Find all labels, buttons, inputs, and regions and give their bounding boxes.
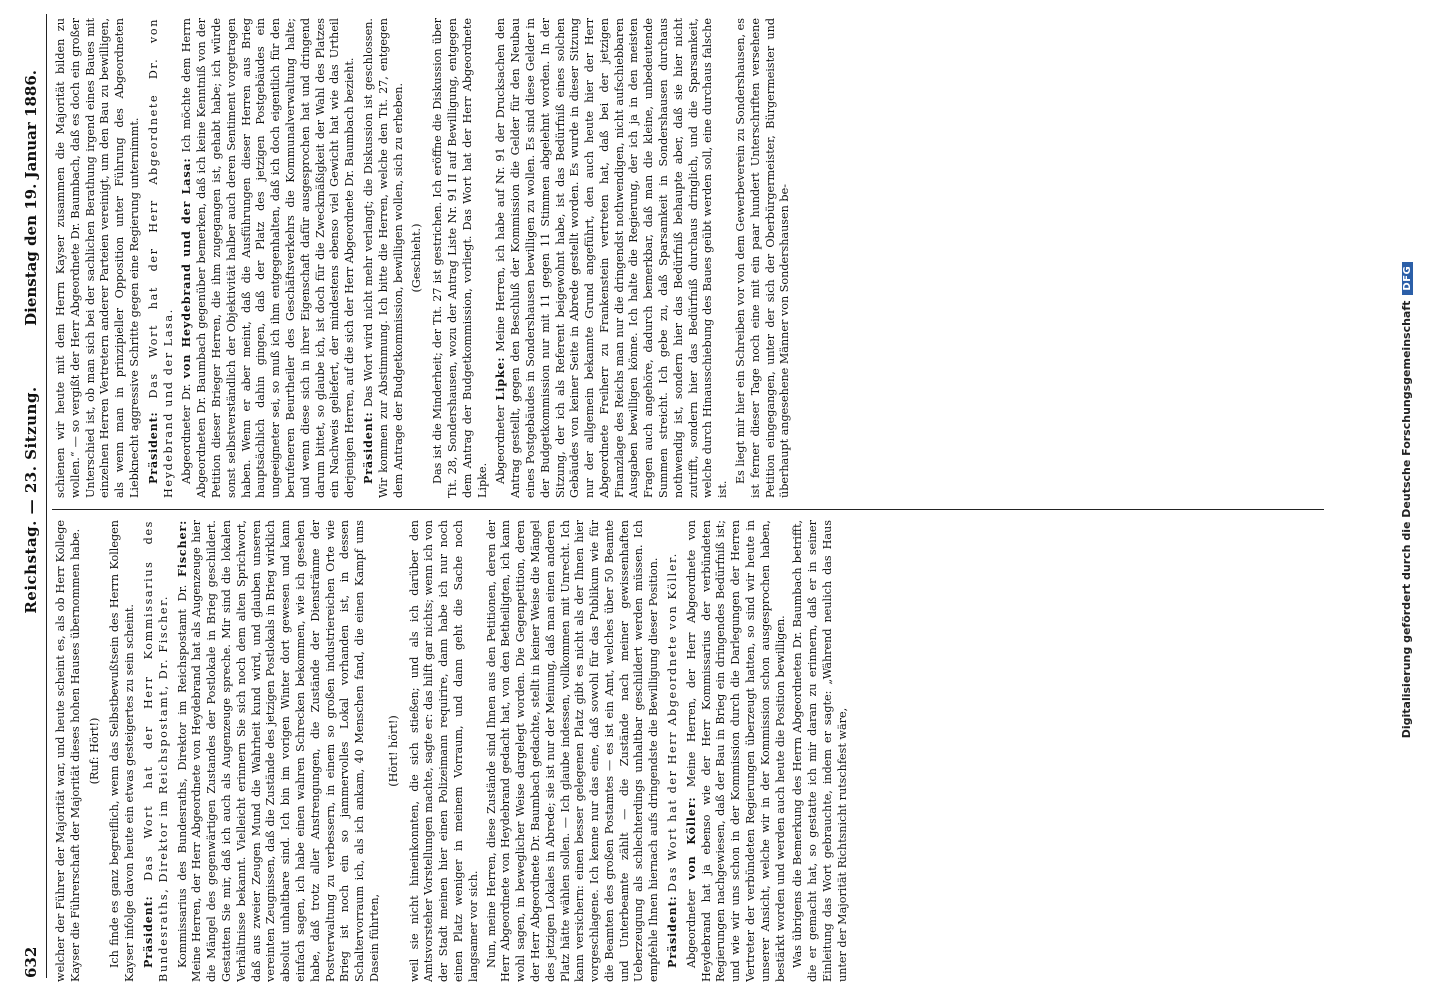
right-column [54,18,1322,498]
speech-text: Ich möchte dem Herrn Abgeordneten Dr. Baumbach gegenüber bemerken, daß ich keine Kenntniß von der Petition dieser Brieger Herren, die ihm zugegangen ist, gehabt habe; ich würde sonst selbstverständlich der Objektivität halber auch deren Sentiment vorgetragen haben. Wenn er aber meint, daß die Ausführungen dieser Herren aus Brieg hauptsächlich dahin gingen, daß der Platz des jetzigen Postgebäudes ein ungeeigneter sei, so muß ich ihm entgegenhalten, daß ich doch eigentlich für den berufeneren Beurtheiler des Geschäftsverkehrs die Kommunalverwaltung halte; und wenn diese sich in ihrer Eigenschaft dafür ausgesprochen hat und dringend darum bittet, so glaube ich, ist doch für die Zweckmäßigkeit der Wahl des Platzes ein Nachweis geliefert, der mindestens ebenso viel Gewicht hat wie das Urtheil derjenigen Herren, auf die sich der Herr Abgeordnete Dr. Baumbach bezieht. [180,18,357,498]
speech-text: Meine Herren, ich habe auf Nr. 91 der Drucksachen den Antrag gestellt, gegen den Beschluß der Kommission die Gelder für den Neubau eines Postgebäudes in Sondershausen bewilligen zu wollen. Es sind diese Gelder in der Budgetkommission nur mit 11 gegen 11 Stimmen abgelehnt worden. In der Sitzung, der ich als Referent beigewohnt habe, ist das Bedürfniß eines solchen Gebäudes von keiner Seite in Abrede gestellt worden. Es wurde in dieser Sitzung nur der allgemein bekannte Grund angeführt, den auch heute hier der Herr Abgeordnete Freiherr zu Frankenstein vertreten hat, daß bei der jetzigen Finanzlage des Reichs man nur die dringendst nothwendigen, nicht aufschiebbaren Ausgaben bewilligen könne. Ich halte die Regierung, der ich ja in den meisten Fragen auch angehöre, dadurch bemerkbar, daß man die kleine, unbedeutende Summen streicht. Ich gebe zu, daß Sparsamkeit in Sondershausen durchaus nothwendig ist, sondern hier das Bedürfniß behaupte aber, daß sie hier nicht zutrifft, sondern hier das Bedürfniß durchaus dringlich, und die Sparsamkeit, welche durch Hinausschiebung des Baues geübt werden soll, eine durchaus falsche ist. [494,18,730,498]
paragraph: Nun, meine Herren, diese Zustände sind Ihnen aus den Petitionen, deren der Herr Abgeordnete von Heydebrand gedacht hat, von den Betheiligten, ich kann wohl sagen, in beweglicher Weise dargelegt worden. Die Gegenpetition, deren der Herr Abgeordnete Dr. Baumbach gedachte, stellt in keiner Weise die Mängel des jetzigen Lokales in Abrede; sie ist nur der Meinung, daß man einen anderen Platz hätte wählen sollen. — Ich glaube indessen, vollkommen mit Unrecht. Ich kann versichern: einen besser gelegenen Platz gibt es nicht als der Ihnen hier vorgeschlagene. Ich kenne nur das eine, daß sowohl für das Publikum wie für die Beamten des großen Postamtes — es ist ein Amt, welches über 50 Beamte und Unterbeamte zählt — die Zustände nach meiner gewissenhaften Ueberzeugung als schlechterdings unhaltbar geschildert werden müssen. Ich empfehle Ihnen hiernach aufs dringendste die Bewilligung dieser Position. [484,520,661,982]
column-divider [52,509,1324,510]
speech-paragraph [175,520,383,982]
page-number: 632 [22,946,40,978]
paragraph: schienen wir heute mit dem Herrn Kayser zusammen die Majorität bilden zu wollen.“ — so vergißt der Herr Abgeordnete Dr. Baumbach, daß es doch ein großer Unterschied ist, ob man sich bei der sachlichen Berathung irgend eines Baues mit einzelnen Herren Vertretern anderer Parteien vereinigt, um den Bau zu bewilligen, als wenn man in prinzipieller Opposition unter Führung des Abgeordneten Liebknecht aggressive Schritte gegen eine Regierung unternimmt. [54,18,141,498]
speaker-title: Kommissarius des Bundesraths, Direktor im Reichspostamt Dr. [175,584,189,968]
running-title: Reichstag. — 23. Sitzung. [22,386,40,614]
speech-paragraph [361,18,406,498]
interjection: (Hört! hört!) [386,715,400,787]
paragraph: welcher der Führer der Majorität war, und heute scheint es, als ob Herr Kollege Kayser die Führerschaft der Majorität dieses hohen Hauses übernommen habe. [54,520,82,982]
speaker-name: Präsident: [140,895,155,968]
speech-paragraph [684,520,789,982]
speech-paragraph [179,18,358,498]
paragraph: Das ist die Minderheit; der Tit. 27 ist gestrichen. Ich eröffne die Diskussion über Tit. 28, Sondershausen, wozu der Antrag Liste Nr. 91 II auf Bewilligung, entgegen dem Antrag der Budgetkommission, vorliegt. Das Wort hat der Herr Abgeordnete Lipke. [431,18,489,498]
speaker-name: Präsident: [665,895,680,968]
credit-text: Digitalisierung gefördert durch die Deutsche Forschungsgemeinschaft [1400,300,1413,739]
speech-paragraph [141,520,172,982]
speech-paragraph [665,520,681,982]
header-rule [46,14,47,978]
speaker-name: Präsident: [360,411,375,484]
interjection: (Geschieht.) [410,223,424,293]
speech-text: Meine Herren, der Herr Abgeordnete von Heydebrand hat als Augenzeuge hier die Mängel des gegenwärtigen Zustandes der Postlokale in Brieg geschildert. Gestatten Sie mir, daß ich auch als Augenzeuge spreche. Mir sind die lokalen Verhältnisse bekannt. Vielleicht erinnern Sie sich noch dem alten Sprichwort, daß aus zweier Zeugen Mund die Wahrheit kund wird, und glauben unseren vereinten Zeugnissen, daß die Zustände des jetzigen Postlokals in Brieg wirklich absolut unhaltbare sind. Ich bin im vorigen Winter dort gewesen und kann einfach sagen, ich habe einen wahren Schrecken bekommen, wie ich gesehen habe, daß trotz aller Anstrengungen, die Zustände der Dienstränme der Postverwaltung zu verbessern, in einem so großen industriereichen Orte wie Brieg ist noch ein so jammervolles Lokal vorhanden ist, in dessen Schaltervorraum ich, als ich ankam, 40 Menschen fand, die einen Kampf ums Dasein führten, [190,520,381,982]
speaker-name: von Heydebrand und der Lasa: [179,157,194,379]
speech-text: Das Wort wird nicht mehr verlangt; die Diskussion ist geschlossen. Wir kommen zur Abstimmung. Ich bitte die Herren, welche den Tit. 27, entgegen dem Antrage der Budgetkommission, bewilligen wollen, sich zu erheben. [361,18,405,498]
speaker-title: Abgeordneter Dr. [180,383,194,484]
digitization-credit [1400,0,1428,1000]
paragraph: Was übrigens die Bemerkung des Herrn Abgeordneten Dr. Baumbach betrifft, die er gemacht hat, so gestatte ich mir daran zu erinnern, daß er in seiner Einleitung das Wort gebrauchte, indem er sagte: „Während neulich das Haus unter der Majorität Richtsnicht rutschfest wäre, [791,520,849,982]
speaker-name: Lipke: [493,356,508,401]
speech-text: Das Wort hat der Herr Abgeordnete von Köller. [666,552,680,892]
speaker-title: Abgeordneter [494,405,508,484]
left-column [54,520,1322,982]
interjection: (Ruf: Hört!) [87,717,101,785]
speaker-name: von Köller: [683,796,698,880]
session-date: Dienstag den 19. Januar 1886. [22,70,40,326]
speech-text: Das Wort hat der Herr Abgeordnete Dr. von Heydebrand und der Lasa. [146,18,175,498]
paragraph: weil sie nicht hineinkonnten, die sich stießen; und als ich darüber den Amtsvorsteher Vorstellungen machte, sagte er: das hilft gar nichts; wenn ich von der Stadt meinen hier einen Polizeimann requirire, dann habe ich nur noch einen Platz weniger in meinem Vorraum, und dann geht die Sache noch langsamer vor sich. [407,520,480,982]
paragraph: Ich finde es ganz begreiflich, wenn das Selbstbewußtsein des Herrn Kollegen Kayser infolge davon heute ein etwas gesteigertes zu sein scheint. [108,520,137,982]
speaker-name: Fischer: [174,520,189,577]
dfg-logo: DFG [1402,262,1413,295]
speaker-name: Präsident: [145,411,160,484]
speech-paragraph [146,18,177,498]
speech-text: Das Wort hat der Herr Kommissarius des Bundesraths, Direktor im Reichspostamt, Dr. Fischer. [141,520,170,982]
speech-text: Meine Herren, der Herr Abgeordnete von Heydebrand hat ja ebenso wie der Herr Kommissarius der verbündeten Regierungen nachgewiesen, daß der Bau in Brieg ein dringendes Bedürfniß ist; und wie wir uns schon in der Kommission durch die Darlegungen der Herren Vertreter der verbündeten Regierungen überzeugt hatten, so sind wir heute in unserer Ansicht, welche wir in der Kommission schon ausgesprochen haben, bestärkt worden und werden auch heute die Position bewilligen. [684,520,787,982]
paragraph: Es liegt mir hier ein Schreiben vor von dem Gewerbeverein zu Sondershausen, es ist ferner dieser Tage noch eine mit ein paar hundert Unterschriften versehene Petition eingegangen, unter der sich der Oberbürgermeister, Bürgermeister und überhaupt angesehene Männer von Sondershausen be- [734,18,792,498]
speaker-title: Abgeordneter [684,889,698,968]
speech-paragraph [493,18,731,498]
